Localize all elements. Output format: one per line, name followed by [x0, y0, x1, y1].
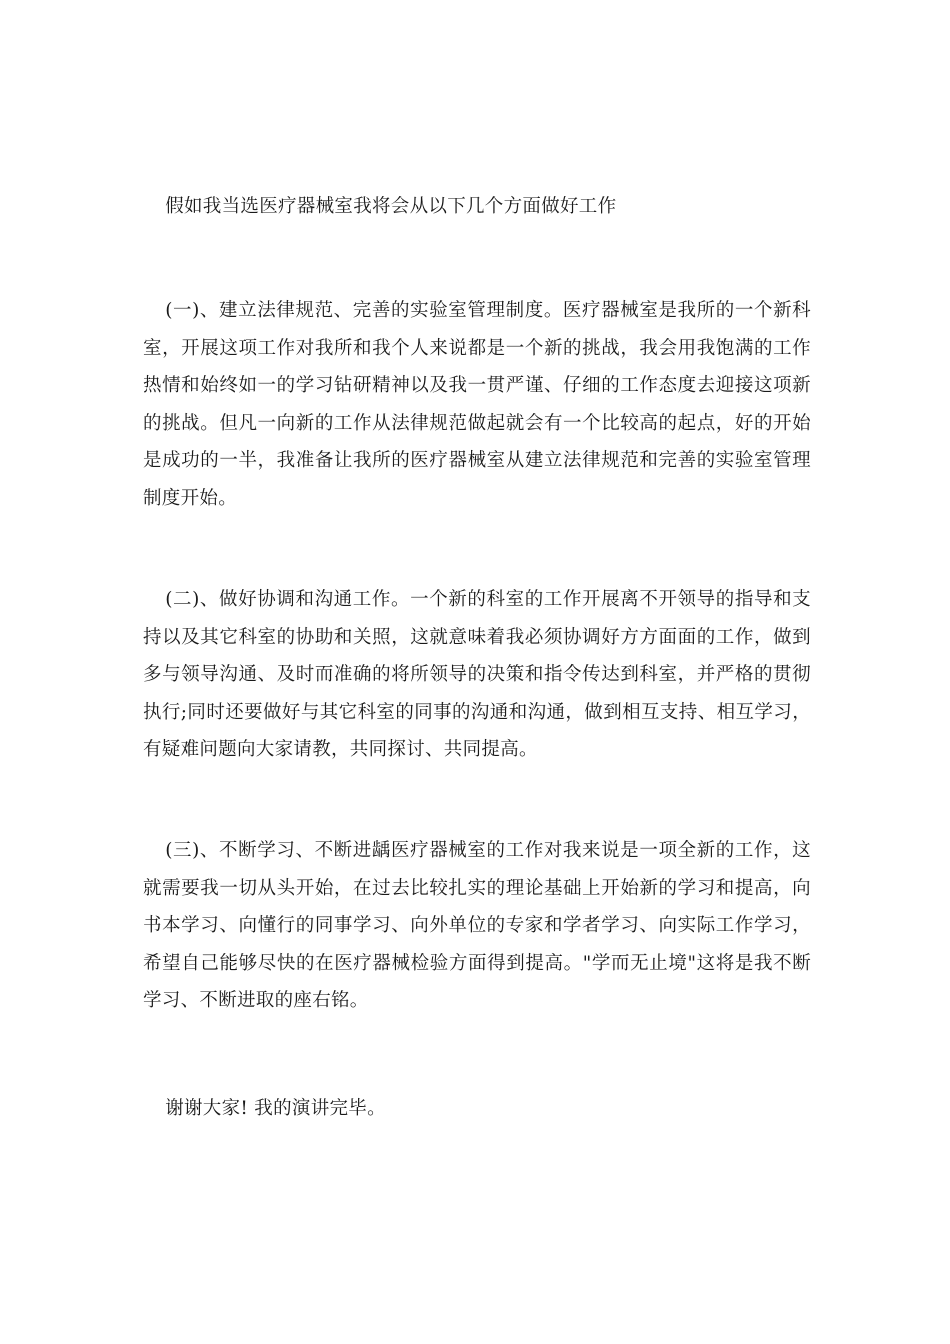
paragraph-1: (一)、建立法律规范、完善的实验室管理制度。医疗器械室是我所的一个新科室，开展这项工作对我所和我个人来说都是一个新的挑战，我会用我饱满的工作热情和始终如一的学习钻研精神以及我一贯严谨、仔细的工作态度去迎接这项新的挑战。但凡一向新的工作从法律规范做起就会有一个比较高的起点，好的开始是成功的一半，我准备让我所的医疗器械室从建立法律规范和完善的实验室管理制度开始。 — [143, 300, 811, 509]
paragraph-3: (三)、不断学习、不断进龋医疗器械室的工作对我来说是一项全新的工作，这就需要我一切从头开始，在过去比较扎实的理论基础上开始新的学习和提高，向书本学习、向懂行的同事学习、向外单位的专家和学者学习、向实际工作学习，希望自己能够尽快的在医疗器械检验方面得到提高。"学而无止境"这将是我不断学习、不断进取的座右铭。 — [143, 840, 811, 1011]
paragraph-2: (二)、做好协调和沟通工作。一个新的科室的工作开展离不开领导的指导和支持以及其它科室的协助和关照，这就意味着我必须协调好方方面面的工作，做到多与领导沟通、及时而准确的将所领导的决策和指令传达到科室，并严格的贯彻执行;同时还要做好与其它科室的同事的沟通和沟通，做到相互支持、相互学习，有疑难问题向大家请教，共同探讨、共同提高。 — [143, 589, 811, 760]
intro-paragraph: 假如我当选医疗器械室我将会从以下几个方面做好工作 — [165, 196, 617, 217]
closing-paragraph: 谢谢大家! 我的演讲完毕。 — [165, 1098, 386, 1119]
